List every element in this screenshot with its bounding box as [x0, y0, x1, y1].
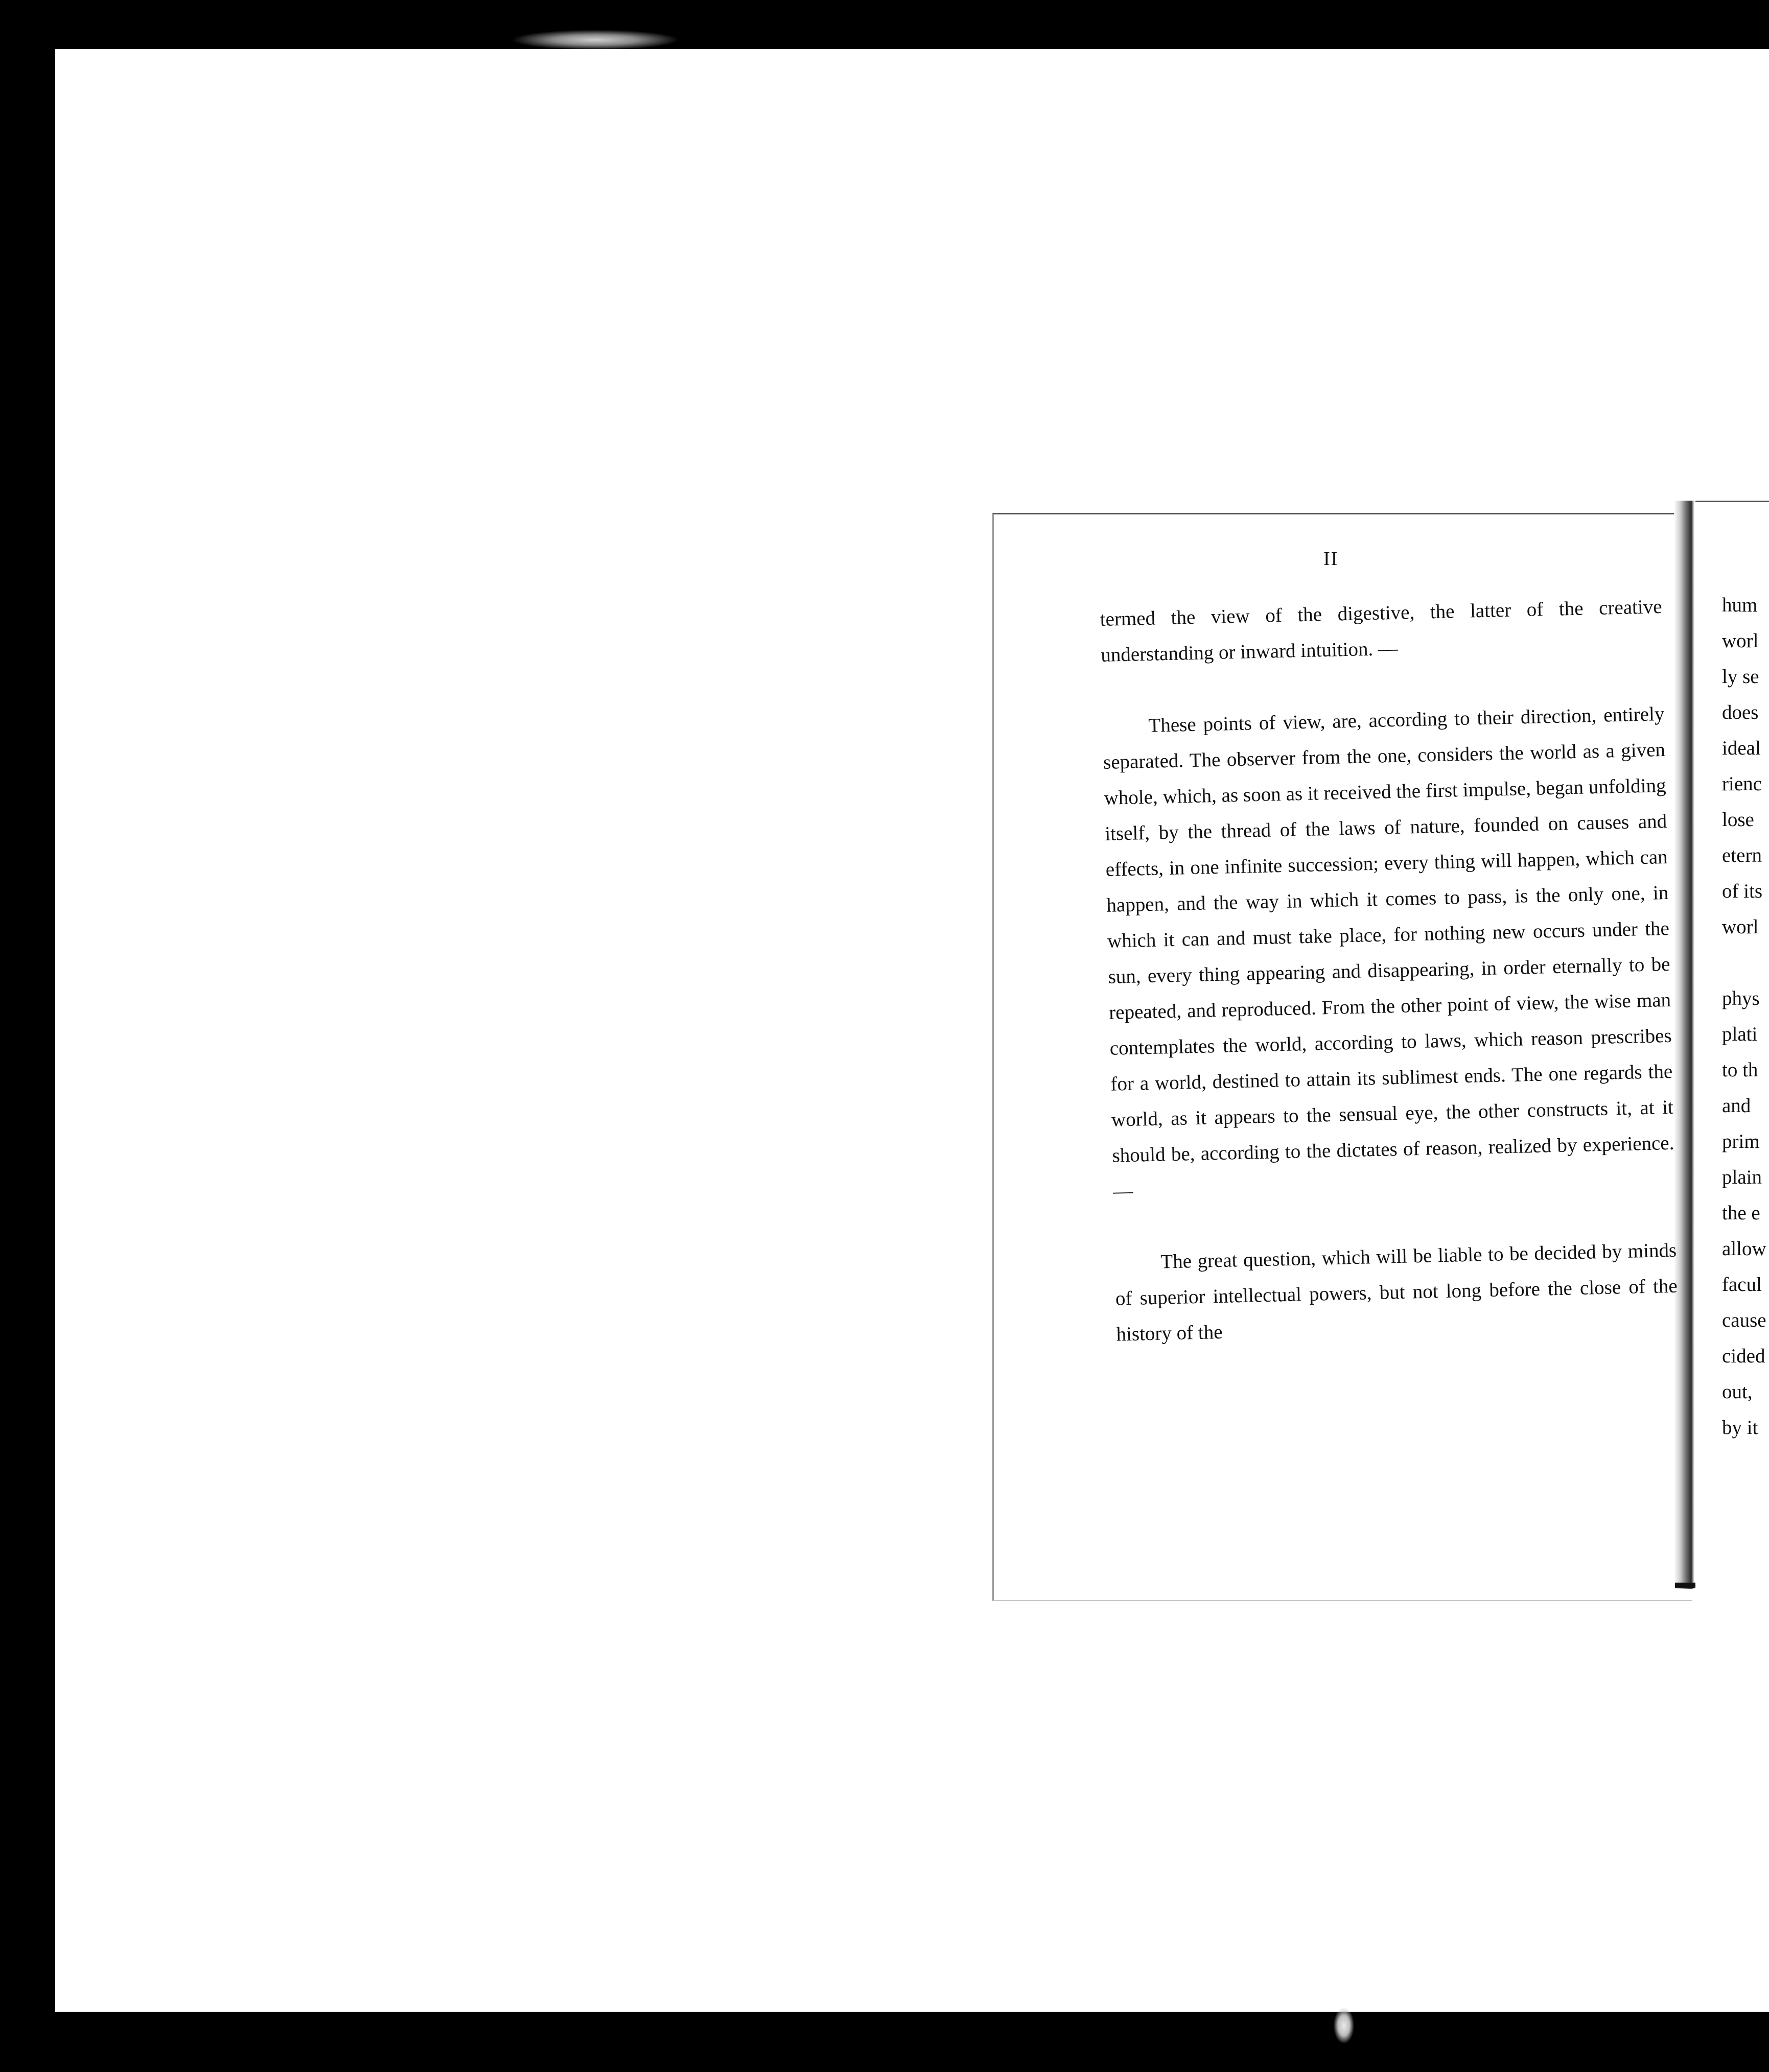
facing-line: phys — [1722, 987, 1760, 1009]
facing-line: ly se — [1722, 666, 1759, 688]
facing-line: cause — [1722, 1309, 1766, 1331]
facing-line: does — [1722, 701, 1759, 723]
scan-artifact-top — [511, 30, 680, 50]
facing-line: rienc — [1722, 773, 1762, 795]
facing-line: plati — [1722, 1023, 1758, 1045]
facing-line: out, — [1722, 1381, 1753, 1403]
page-number: II — [1323, 548, 1339, 570]
paragraph: The great question, which will be liable to be decided by minds of superior intellectual powers, but not long before the close of the history of the — [1115, 1239, 1678, 1346]
facing-line — [1722, 945, 1769, 981]
book-gutter — [1674, 501, 1694, 1589]
facing-line: cided — [1722, 1345, 1765, 1367]
facing-page-text — [1722, 587, 1769, 1446]
paragraph: termed the view of the digestive, the latter of the creative understanding or inward intuition. — — [1100, 596, 1662, 666]
facing-line: worl — [1722, 630, 1759, 652]
facing-line: lose — [1722, 809, 1754, 831]
facing-line: worl — [1722, 916, 1759, 938]
facing-line: to th — [1722, 1059, 1758, 1081]
facing-line: facul — [1722, 1274, 1762, 1296]
facing-line: plain — [1722, 1166, 1762, 1188]
page-body-text — [1100, 589, 1679, 1353]
facing-line: allow — [1722, 1238, 1766, 1260]
facing-line: prim — [1722, 1131, 1760, 1152]
facing-line: and — [1722, 1095, 1751, 1117]
facing-line: hum — [1722, 594, 1758, 616]
facing-line: by it — [1722, 1417, 1758, 1439]
scan-artifact-bottom — [1334, 2008, 1354, 2043]
facing-line: of its — [1722, 880, 1763, 902]
paragraph: These points of view, are, according to their direction, entirely separated. The observer from the one, considers the world as a given whole, which, as soon as it received the first impulse, began unfolding itself, by the thread of the laws of nature, founded on causes and effects, in one infinite succession; every thing will happen, which can happen, and the way in which it comes to pass, is the only one, in which it can and must take place, for nothing new occurs under the sun, every thing appearing and disappearing, in order eternally to be repeated, and reproduced. From the other point of view, the wise man contemplates the world, according to laws, which reason prescribes for a world, destined to attain its sublimest ends. The one regards the world, as it appears to the sensual eye, the other constructs it, at it should be, according to the dictates of reason, realized by experience. — — [1103, 702, 1674, 1203]
facing-line: the e — [1722, 1202, 1760, 1224]
facing-line: etern — [1722, 844, 1762, 866]
facing-line: ideal — [1722, 737, 1761, 759]
